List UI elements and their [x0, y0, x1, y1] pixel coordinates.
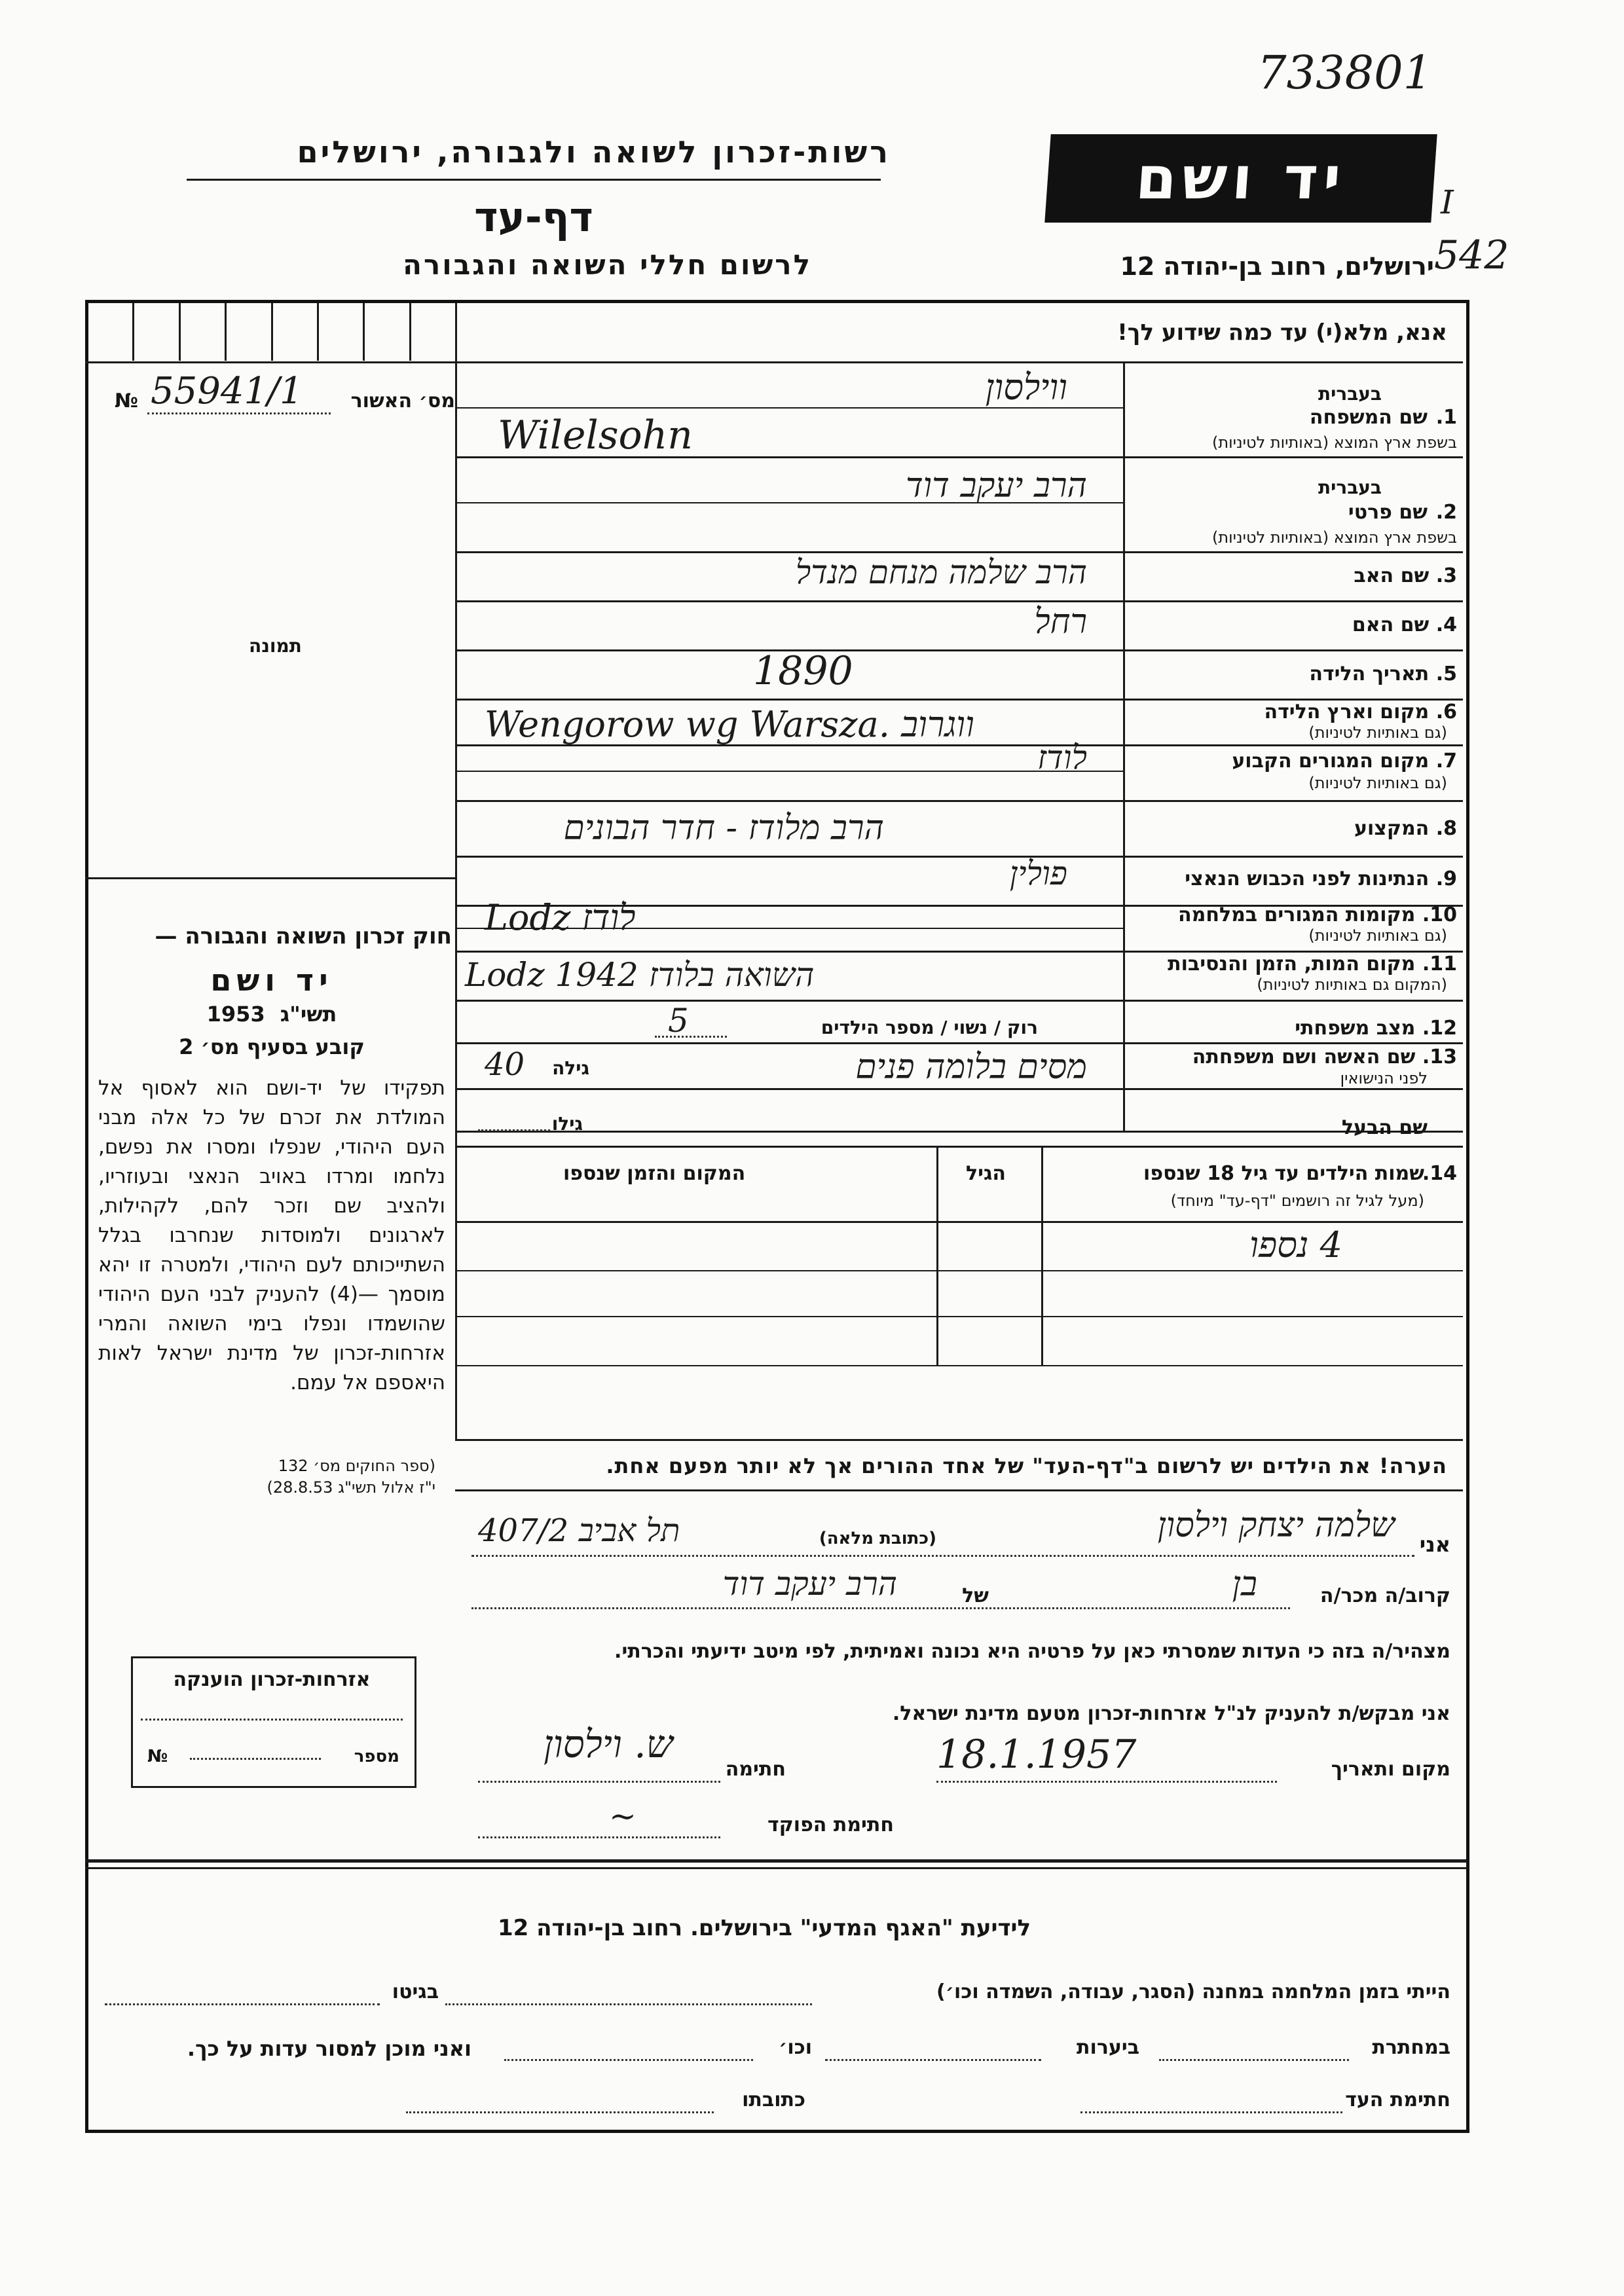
approval-label: מס׳ האשור: [350, 390, 455, 412]
approval-dotline: [147, 412, 331, 414]
approval-boxes: [88, 303, 455, 361]
law-source-2: י"ז אלול תשי"ג 28.8.53): [267, 1478, 435, 1497]
field-3-value: הרב שלמה מנחם מנדל: [795, 553, 1087, 591]
logo-text: יד ושם: [1134, 144, 1348, 213]
footer-willing: ואני מוכן למסור עדות על כך.: [187, 2036, 471, 2061]
request-line-rule: [455, 361, 1463, 363]
relation-label: קרוב/ה מכר/ה: [1320, 1584, 1450, 1607]
field-6-text: מקום וארץ הלידה: [1264, 701, 1430, 723]
law-text: תפקידו של יד-ושם הוא לאסוף אל המולדת את זכרם של כל אלה מבני העם היהודי, שנפלו ומסרו את נפשם, נלחמו ומרדו באויב הנאצי ובעוזריו, ולהציב שם וזכר להם, לקהילות, לארגונים ולמוסדות שנחרבו בגלל השתייכותם לעם היהודי, ולמטרה זו יהא מוסמך —(4) להעניק לבני העם היהודי שהושמדו ונפלו בימי השואה והמרי אזרחות-זכרון של מדינת ישראל לאות היאספם אל עמם.: [98, 1076, 445, 1394]
declarant-line-2: [471, 1607, 1290, 1609]
place-date-line: [936, 1781, 1277, 1783]
declaration-text: מצהיר/ה בזה כי העדות שמסרתי כאן על פרטיה היא נכונה ואמיתית, לפי מיטב ידיעתי והכרתי.: [614, 1640, 1450, 1663]
law-name: יד ושם: [210, 962, 333, 998]
field-10-text: מקומות המגורים במלחמה: [1178, 903, 1416, 926]
children-row-1: [455, 1270, 1463, 1271]
children-entry: 4 נספו: [1249, 1224, 1342, 1266]
official-line: [478, 1836, 720, 1838]
margin-note-top: Ⅰ: [1441, 183, 1454, 221]
note-bottom-rule: [455, 1489, 1463, 1491]
field-10-sublabel: (גם באותיות לטיניות): [1308, 926, 1447, 945]
authority-underline: [187, 179, 881, 181]
field-6-sublabel: (גם באותיות לטיניות): [1308, 723, 1447, 742]
row-sep-13: [455, 1088, 1463, 1090]
field-6-num: 6.: [1435, 701, 1457, 723]
field-1-num: 1.: [1435, 406, 1457, 429]
field-4-value: רחל: [1034, 602, 1087, 642]
request-line: אנא, מלא(י) עד כמה שידוע לך!: [1117, 319, 1447, 346]
law-source-1: (ספר החוקים מס׳ 132: [278, 1457, 435, 1475]
field-7-value: לודז: [1037, 738, 1087, 776]
field-5-num: 5.: [1435, 663, 1457, 685]
signature-line: [478, 1781, 720, 1783]
footer-line-forests: [825, 2059, 1041, 2061]
field-8-label: [1354, 817, 1457, 840]
field-1-latin: Wilelsohn: [498, 412, 693, 458]
footer-line-etc: [504, 2059, 753, 2061]
field-10-value: Lodz לודז: [485, 897, 636, 938]
row-sep-12: [455, 1042, 1463, 1044]
field-2-sublabel: בשפת ארץ המוצא (באותיות לטיניות): [1212, 528, 1457, 547]
declarant-i: אני: [1419, 1532, 1450, 1557]
footer-camp: הייתי בזמן המלחמה במחנה (הסגר, עבודה, השמדה וכו׳): [936, 1980, 1450, 2003]
law-year-row: [92, 1002, 452, 1027]
field-6-value: Wengorow wg Warsza. ווגרוב: [485, 704, 974, 745]
field-2-label: שם פרטי: [1348, 501, 1428, 524]
field-4-num: 4.: [1435, 613, 1457, 636]
children-num: 14.: [1422, 1162, 1457, 1185]
field-2-num: 2.: [1435, 501, 1457, 524]
field-10-num: 10.: [1422, 903, 1457, 926]
row-sep-11: [455, 1000, 1463, 1002]
honor-box-no: №: [147, 1747, 168, 1766]
footer-line-address: [406, 2111, 714, 2113]
footer-line-underground: [1159, 2059, 1349, 2061]
footer-line-ghetto: [105, 2003, 380, 2005]
footer-double-rule-2: [85, 1867, 1467, 1869]
field-13-num: 13.: [1422, 1046, 1457, 1068]
footer-address: כתובתו: [742, 2088, 805, 2111]
footer-underground: במחתרת: [1372, 2036, 1450, 2059]
row-sep-14: [455, 1131, 1463, 1133]
field-1-label: שם המשפחה: [1309, 406, 1428, 429]
place-date-label: מקום ותאריך: [1331, 1758, 1450, 1781]
footer-forests: ביערות: [1077, 2036, 1139, 2059]
honor-box-line-2: [190, 1758, 321, 1760]
field-5-label: [1309, 663, 1457, 685]
field-12-label: [1295, 1017, 1457, 1040]
children-label: שמות הילדים עד גיל 18 שנספו: [1143, 1162, 1424, 1185]
field-11-text: מקום המות, הזמן והנסיבות: [1168, 953, 1416, 975]
official-label: חתימת הפוקד: [767, 1813, 894, 1836]
footer-double-rule-1: [85, 1859, 1467, 1863]
field-13-label: [1192, 1046, 1457, 1068]
field-1-hebrew-tag: בעברית: [1318, 383, 1382, 405]
field-9-label: [1185, 867, 1457, 890]
children-col-2: [1041, 1146, 1043, 1365]
of-value: הרב יעקב דוד: [722, 1565, 897, 1603]
approval-number: 55941/1: [151, 370, 303, 412]
footer-title: לידיעת "האגף המדעי" בירושלים. רחוב בן-יהודה 12: [498, 1915, 1031, 1941]
field-3-num: 3.: [1435, 564, 1457, 587]
children-header-rule: [455, 1221, 1463, 1223]
children-age-header: הגיל: [966, 1162, 1006, 1185]
field-7-text: מקום המגורים הקבוע: [1232, 750, 1430, 773]
field-13-sublabel: לפני הנישואין: [1340, 1069, 1428, 1087]
field-11-sublabel: (המקום גם באותיות לטיניות): [1257, 975, 1447, 994]
husband-label: שם הבעל: [1341, 1116, 1428, 1139]
declarant-name: שלמה יצחק וילסון: [1157, 1506, 1395, 1545]
form-title: דף-עד: [474, 193, 593, 241]
field-2-hebrew-tag: בעברית: [1318, 477, 1382, 498]
field-1-hebrew: ווילסון: [985, 367, 1067, 408]
field-9-value: פולין: [1009, 854, 1067, 892]
field-8-text: המקצוע: [1354, 817, 1430, 840]
footer-line-camp: [445, 2003, 812, 2005]
left-column-divider: [455, 303, 457, 1439]
field-13-value: מסים בלומה פנים: [855, 1048, 1087, 1087]
children-sublabel: (מעל לגיל זה רושמים "דף-עד" מיוחד): [1170, 1192, 1424, 1210]
row-sep-4: [455, 649, 1463, 651]
children-place-header: המקום והזמן שנספו: [563, 1162, 746, 1185]
row-sep-3: [455, 600, 1463, 602]
note-text: הערה! את הילדים יש לרשום ב"דף-העד" של אחד ההורים אך לא יותר מפעם אחת.: [606, 1453, 1447, 1478]
field-12-text: מצב משפחתי: [1295, 1017, 1416, 1040]
row-sep-8: [455, 856, 1463, 858]
yad-vashem-logo: [1044, 134, 1437, 223]
field-8-value: הרב מלודז - חדר הבונים: [563, 809, 884, 848]
field-5-text: תאריך הלידה: [1309, 663, 1430, 685]
footer-line-witness: [1080, 2111, 1342, 2113]
law-title: חוק זכרון השואה והגבורה —: [155, 923, 452, 949]
archive-number: 733801: [1257, 46, 1433, 100]
field-3-label: [1354, 564, 1457, 587]
field-4-text: שם האם: [1352, 613, 1430, 636]
row-sep-7: [455, 800, 1463, 802]
of-label: של: [962, 1584, 989, 1607]
field-11-value: Lodz 1942 השואה בלודז: [465, 956, 815, 994]
field-1-sublabel: בשפת ארץ המוצא (באותיות לטיניות): [1212, 433, 1457, 452]
children-row-2: [455, 1316, 1463, 1317]
row6-subline: [455, 771, 1123, 772]
citizenship-request: אני מבקש/ת להעניק לנ"ל אזרחות-זכרון מטעם מדינת ישראל.: [892, 1702, 1450, 1725]
husband-age-line: [478, 1129, 550, 1131]
margin-note-bottom: 542: [1434, 232, 1509, 278]
field-7-label: [1232, 750, 1457, 773]
signature-label: חתימה: [725, 1758, 786, 1781]
field-13-age-label: גילה: [552, 1057, 589, 1079]
note-top-rule: [455, 1439, 1463, 1441]
husband-age-label: גילו: [551, 1113, 583, 1135]
declarant-address-label: (כתובת מלאה): [819, 1529, 936, 1548]
field-13-text: שם האשה ושם משפחתה: [1192, 1046, 1416, 1068]
footer-etc: וכו׳: [779, 2036, 812, 2059]
authority-name: רשות-זכרון לשואה ולגבורה, ירושלים: [297, 134, 891, 170]
field-12-num: 12.: [1422, 1017, 1457, 1040]
photo-label: תמונה: [249, 635, 302, 657]
field-11-num: 11.: [1422, 953, 1457, 975]
field-3-text: שם האב: [1354, 564, 1430, 587]
field-9-text: הנתינות לפני הכבוש הנאצי: [1185, 867, 1430, 890]
footer-ghetto: בגיטו: [392, 1980, 439, 2003]
field-11-label: [1168, 953, 1457, 975]
honor-box-number-label: מספר: [354, 1747, 399, 1766]
header-address: ירושלים, רחוב בן-יהודה 12: [1120, 252, 1434, 281]
field-10-label: [1178, 903, 1457, 926]
field-2-hebrew: הרב יעקב דוד: [905, 466, 1087, 505]
approval-no-sign: №: [115, 390, 139, 412]
field-9-num: 9.: [1435, 867, 1457, 890]
field-12-children: 5: [668, 1002, 689, 1040]
law-section: קובע בסעיף מס׳ 2: [179, 1034, 365, 1059]
place-date-value: 18.1.1957: [936, 1732, 1137, 1777]
law-year-hebrew: תשי"ג: [280, 1002, 337, 1027]
official-signature: ~: [609, 1797, 637, 1835]
form-subtitle: לרשום חללי השואה והגבורה: [403, 249, 812, 281]
law-year: 1953: [206, 1002, 265, 1027]
field-7-num: 7.: [1435, 750, 1457, 773]
children-row-3: [455, 1365, 1463, 1366]
field-12-options: רוק / נשוי / מספר הילדים: [821, 1017, 1038, 1038]
field-6-label: [1264, 701, 1457, 723]
field-8-num: 8.: [1435, 817, 1457, 840]
approval-rule: [85, 361, 455, 363]
relation-value: בן: [1232, 1565, 1257, 1604]
field-7-sublabel: (גם באותיות לטיניות): [1308, 774, 1447, 792]
honor-box-title: אזרחות-זכרון הוענקה: [173, 1668, 371, 1691]
field-12-children-line: [655, 1036, 727, 1038]
honor-box-line-1: [141, 1719, 403, 1721]
children-top-rule: [455, 1146, 1463, 1148]
field-5-value: 1890: [753, 648, 853, 694]
footer-witness-sign: חתימת העד: [1345, 2088, 1450, 2111]
field-13-age: 40: [485, 1046, 525, 1083]
signature-value: ש. וילסון: [544, 1722, 673, 1766]
children-col-1: [936, 1146, 938, 1365]
declarant-address: תל אביב 407/2: [478, 1512, 680, 1549]
field-4-label: [1352, 613, 1457, 636]
photo-box-rule: [85, 877, 455, 879]
declarant-line-1: [471, 1555, 1414, 1557]
